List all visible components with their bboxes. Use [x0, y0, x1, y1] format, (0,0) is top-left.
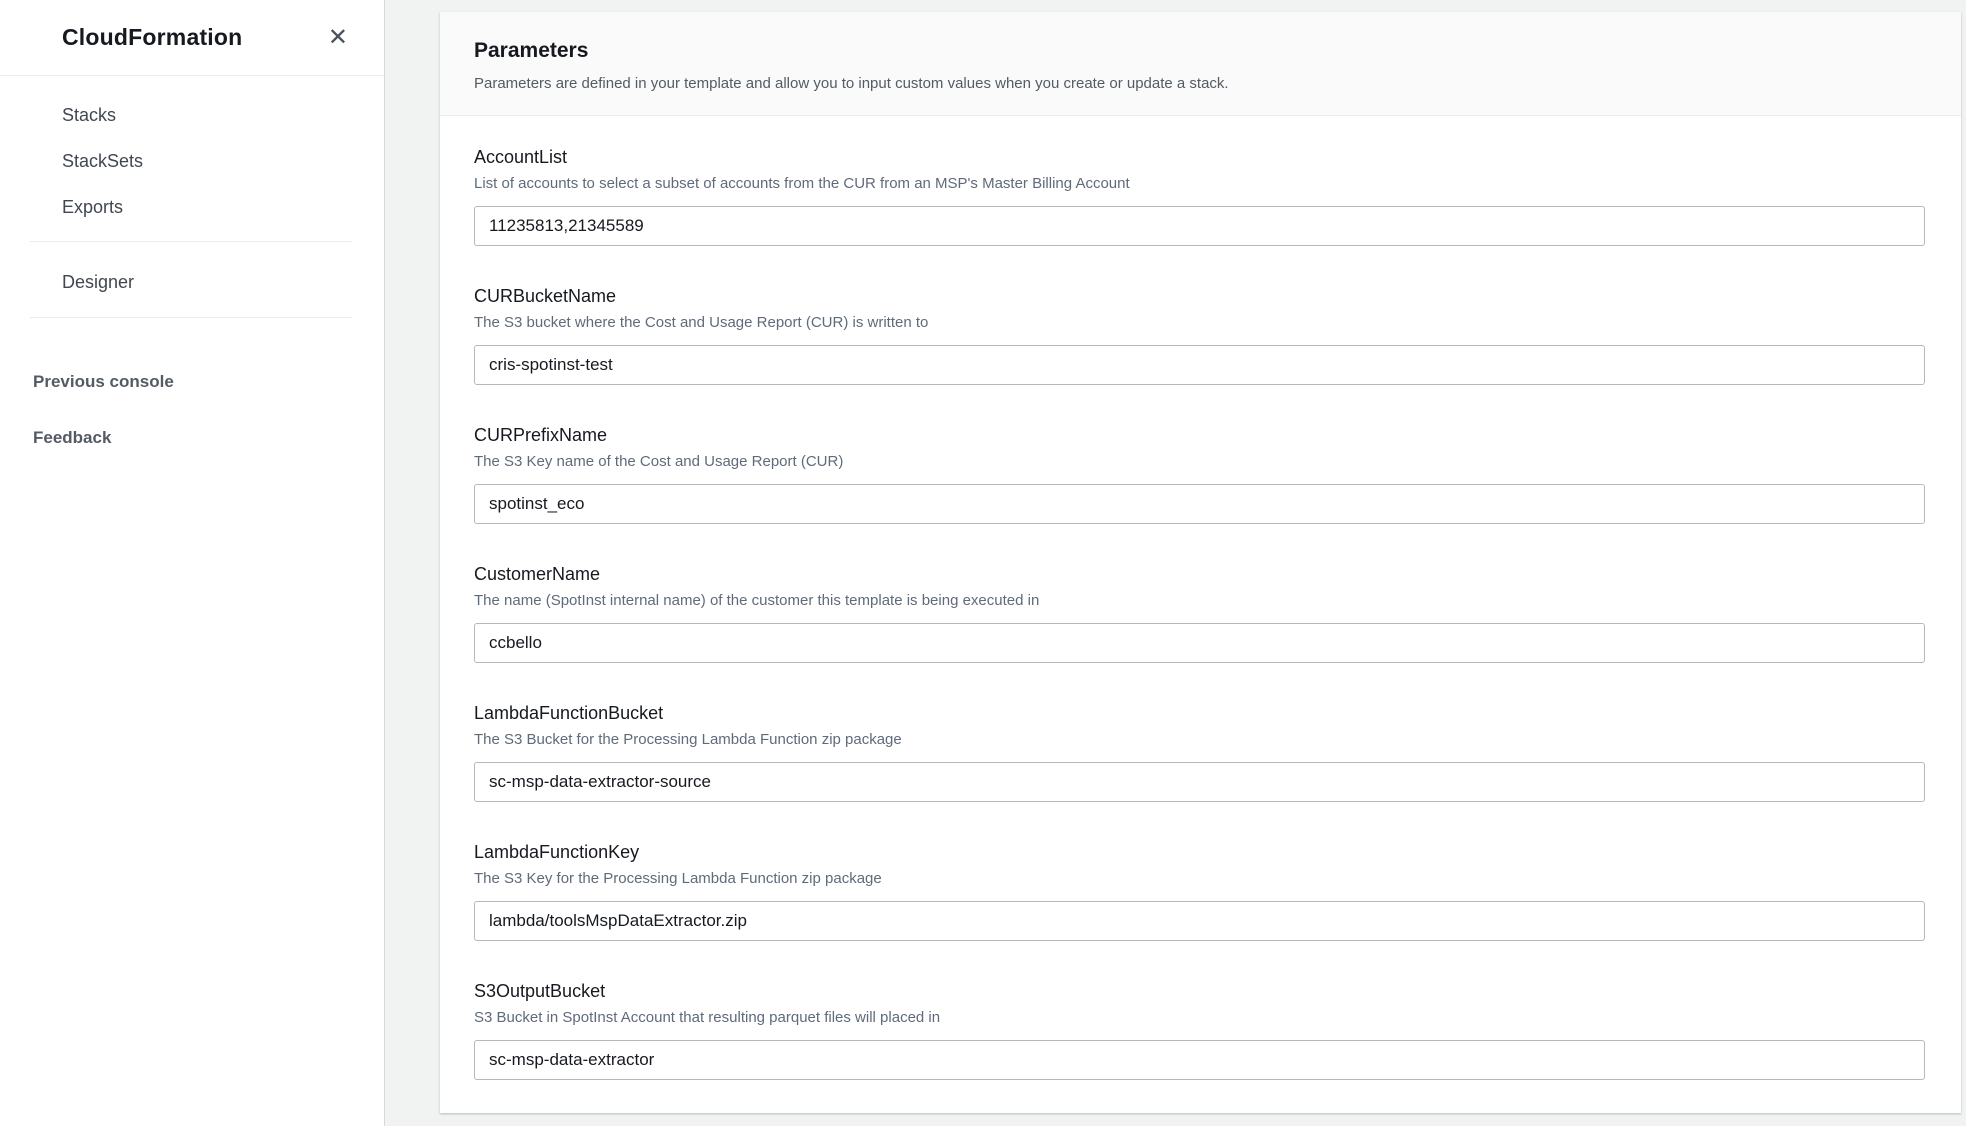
- sidebar-item-designer[interactable]: Designer: [62, 272, 135, 292]
- parameters-form: [440, 116, 1961, 1080]
- parameter-name: S3OutputBucket: [474, 981, 606, 1001]
- parameter-input-lambdafunctionkey[interactable]: [474, 901, 1925, 941]
- sidebar-divider: [30, 241, 352, 242]
- parameter-description: List of accounts to select a subset of accounts from the CUR from an MSP's Master Billing Account: [474, 175, 1130, 192]
- app-title: CloudFormation: [62, 24, 243, 50]
- parameter-name: AccountList: [474, 147, 568, 167]
- parameter-name: LambdaFunctionBucket: [474, 703, 664, 723]
- parameter-field: [474, 286, 1925, 385]
- sidebar-item-stacks[interactable]: Stacks: [62, 105, 117, 125]
- parameter-field: [474, 147, 1925, 246]
- parameter-name: LambdaFunctionKey: [474, 842, 640, 862]
- parameter-description: The S3 Bucket for the Processing Lambda Function zip package: [474, 731, 902, 748]
- sidebar-header: [0, 0, 384, 75]
- panel-description: Parameters are defined in your template and allow you to input custom values when you create or update a stack.: [474, 75, 1229, 92]
- sidebar-nav: [0, 76, 384, 318]
- parameter-input-accountlist[interactable]: [474, 206, 1925, 246]
- sidebar-link-previous-console[interactable]: Previous console: [33, 372, 174, 391]
- parameter-description: The S3 bucket where the Cost and Usage Report (CUR) is written to: [474, 314, 929, 331]
- close-icon[interactable]: ✕: [327, 23, 348, 51]
- parameters-panel: [440, 12, 1961, 1113]
- parameter-field: [474, 425, 1925, 524]
- panel-title: Parameters: [474, 39, 589, 62]
- parameter-input-curprefixname[interactable]: [474, 484, 1925, 524]
- parameter-input-curbucketname[interactable]: [474, 345, 1925, 385]
- parameter-name: CURBucketName: [474, 286, 617, 306]
- parameter-field: [474, 981, 1925, 1080]
- parameter-input-lambdafunctionbucket[interactable]: [474, 762, 1925, 802]
- parameters-panel-header: [440, 12, 1961, 116]
- parameter-field: [474, 842, 1925, 941]
- parameter-input-s3outputbucket[interactable]: [474, 1040, 1925, 1080]
- sidebar-item-stacksets[interactable]: StackSets: [62, 151, 144, 171]
- parameter-name: CustomerName: [474, 564, 601, 584]
- parameter-description: The S3 Key name of the Cost and Usage Report (CUR): [474, 453, 844, 470]
- sidebar-item-exports[interactable]: Exports: [62, 197, 124, 217]
- sidebar-link-feedback[interactable]: Feedback: [33, 428, 112, 447]
- parameter-description: The S3 Key for the Processing Lambda Function zip package: [474, 870, 882, 887]
- parameter-field: [474, 564, 1925, 663]
- sidebar-external-links: [0, 330, 384, 466]
- parameter-field: [474, 703, 1925, 802]
- parameter-input-customername[interactable]: [474, 623, 1925, 663]
- sidebar: [0, 0, 385, 1126]
- parameter-description: The name (SpotInst internal name) of the customer this template is being executed in: [474, 592, 1040, 609]
- parameter-description: S3 Bucket in SpotInst Account that resulting parquet files will placed in: [474, 1009, 941, 1026]
- sidebar-divider: [30, 317, 352, 318]
- parameter-name: CURPrefixName: [474, 425, 608, 445]
